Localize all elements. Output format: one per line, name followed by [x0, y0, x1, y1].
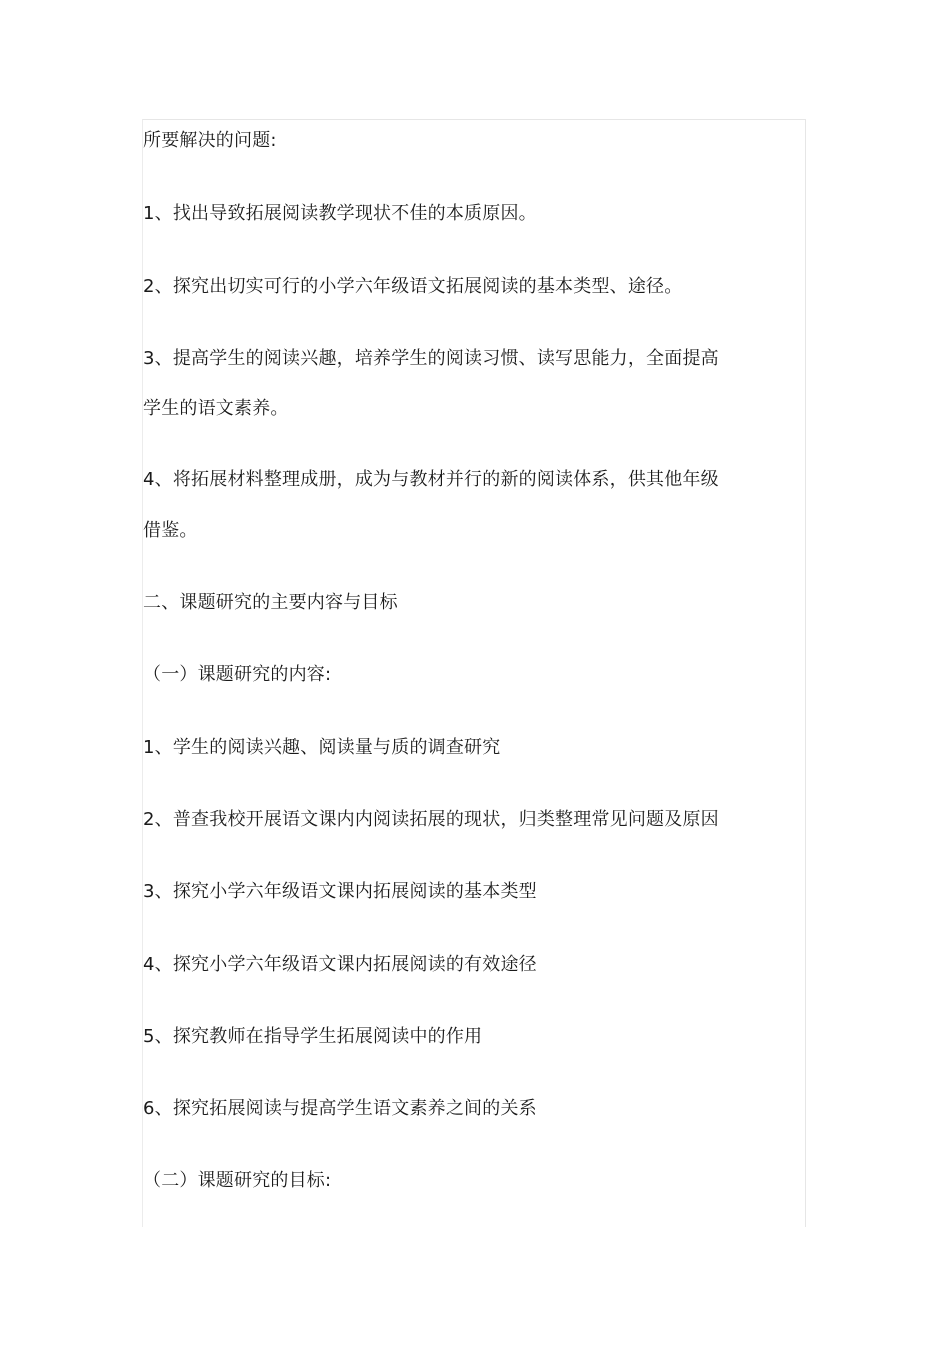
content-item-3: 3、探究小学六年级语文课内拓展阅读的基本类型 [143, 881, 537, 902]
content-item-5: 5、探究教师在指导学生拓展阅读中的作用 [143, 1026, 483, 1047]
content-item-4: 4、探究小学六年级语文课内拓展阅读的有效途径 [143, 954, 537, 975]
problem-item-2: 2、探究出切实可行的小学六年级语文拓展阅读的基本类型、途径。 [143, 276, 683, 297]
problem-item-3-continued: 学生的语文素养。 [143, 398, 289, 419]
problem-item-1: 1、找出导致拓展阅读教学现状不佳的本质原因。 [143, 203, 537, 224]
problem-item-3: 3、提高学生的阅读兴趣，培养学生的阅读习惯、读写思能力，全面提高 [143, 348, 719, 369]
content-item-2: 2、普查我校开展语文课内内阅读拓展的现状，归类整理常见问题及原因 [143, 809, 719, 830]
section-heading-2: 二、课题研究的主要内容与目标 [143, 592, 398, 613]
subsection-heading-goals: （二）课题研究的目标: [143, 1170, 332, 1191]
problem-item-4-continued: 借鉴。 [143, 520, 198, 541]
problem-item-4: 4、将拓展材料整理成册，成为与教材并行的新的阅读体系，供其他年级 [143, 469, 719, 490]
problems-heading: 所要解决的问题: [143, 130, 277, 151]
content-item-6: 6、探究拓展阅读与提高学生语文素养之间的关系 [143, 1098, 537, 1119]
content-item-1: 1、学生的阅读兴趣、阅读量与质的调查研究 [143, 737, 501, 758]
subsection-heading-content: （一）课题研究的内容: [143, 664, 332, 685]
